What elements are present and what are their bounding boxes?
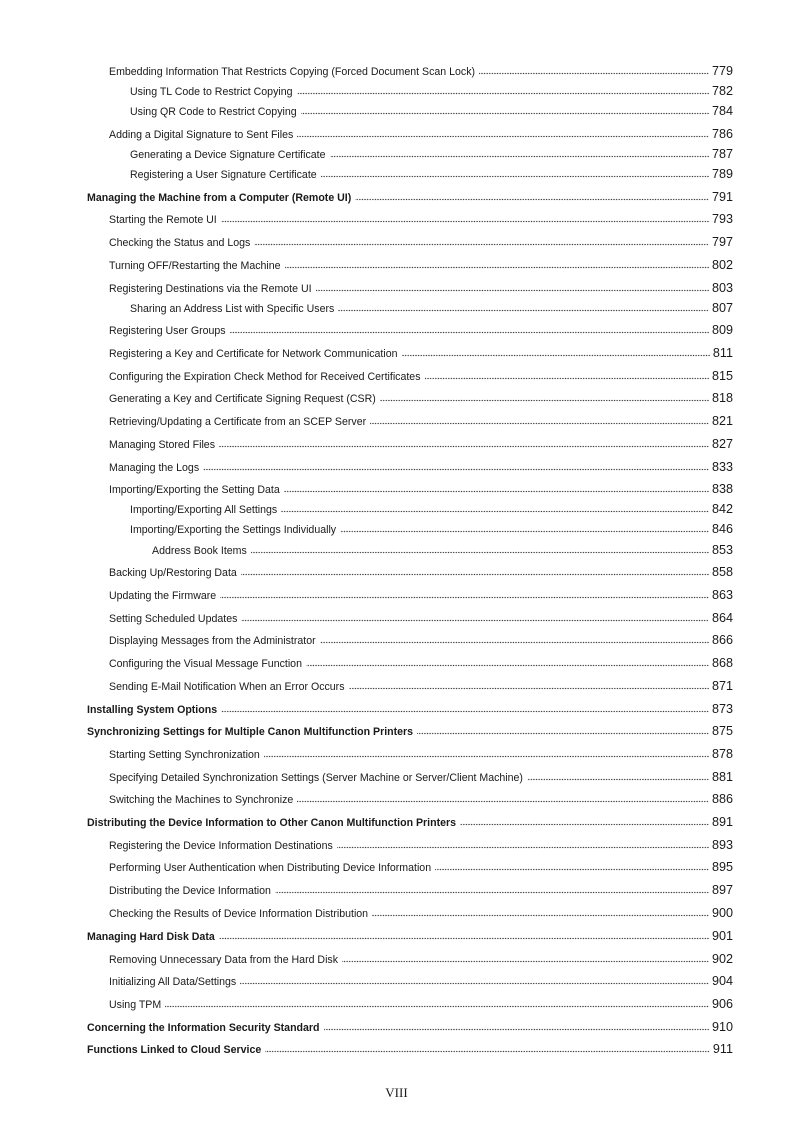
toc-entry-page-number: 897 xyxy=(711,883,733,897)
toc-entry[interactable] xyxy=(109,346,733,360)
dot-leader xyxy=(240,982,709,985)
toc-entry-page-number: 787 xyxy=(711,147,733,161)
toc-entry-title: Sharing an Address List with Specific Users xyxy=(130,303,335,315)
toc-entry-title: Managing Stored Files xyxy=(109,439,215,451)
toc-entry[interactable] xyxy=(109,460,733,474)
toc-entry-title: Performing User Authentication when Distributing Device Information xyxy=(109,862,432,874)
toc-entry-title: Specifying Detailed Synchronization Settings (Server Machine or Server/Client Machine) xyxy=(109,772,523,784)
toc-entry-title: Retrieving/Updating a Certificate from an SCEP Server xyxy=(109,416,367,428)
toc-entry-page-number: 891 xyxy=(711,815,733,829)
dot-leader xyxy=(219,445,709,448)
dot-leader xyxy=(265,1050,710,1053)
toc-entry-title: Adding a Digital Signature to Sent Files xyxy=(109,129,294,141)
toc-entry-title: Starting the Remote UI xyxy=(109,214,217,226)
toc-entry-title: Setting Scheduled Updates xyxy=(109,613,238,625)
toc-entry-page-number: 784 xyxy=(711,104,733,118)
dot-leader xyxy=(479,72,709,75)
toc-entry[interactable] xyxy=(152,543,733,557)
toc-entry[interactable] xyxy=(130,167,733,181)
toc-entry-title: Removing Unnecessary Data from the Hard Disk xyxy=(109,954,339,966)
dot-leader xyxy=(219,937,709,940)
toc-entry[interactable] xyxy=(130,502,733,516)
toc-entry[interactable] xyxy=(130,147,733,161)
toc-entry-title: Address Book Items xyxy=(152,545,247,557)
toc-entry-page-number: 873 xyxy=(711,702,733,716)
toc-entry-page-number: 821 xyxy=(711,414,733,428)
dot-leader xyxy=(380,399,709,402)
toc-entry-page-number: 895 xyxy=(711,860,733,874)
toc-entry-title: Distributing the Device Information xyxy=(109,885,271,897)
toc-entry-title: Registering Destinations via the Remote UI xyxy=(109,283,312,295)
dot-leader xyxy=(285,266,709,269)
toc-entry-title: Installing System Options xyxy=(87,704,218,716)
toc-section-entry[interactable] xyxy=(87,1042,733,1056)
dot-leader xyxy=(340,530,709,533)
toc-entry-page-number: 797 xyxy=(711,235,733,249)
dot-leader xyxy=(320,641,709,644)
toc-entry-title: Distributing the Device Information to Other Canon Multifunction Printers xyxy=(87,817,457,829)
dot-leader xyxy=(321,175,709,178)
dot-leader xyxy=(251,551,709,554)
toc-entry-title: Sending E-Mail Notification When an Error Occurs xyxy=(109,681,345,693)
toc-entry-title: Generating a Key and Certificate Signing Request (CSR) xyxy=(109,393,376,405)
toc-entry-title: Checking the Status and Logs xyxy=(109,237,251,249)
toc-entry-title: Importing/Exporting the Settings Individually xyxy=(130,524,337,536)
toc-entry-title: Managing the Machine from a Computer (Remote UI) xyxy=(87,192,352,204)
toc-entry-title: Generating a Device Signature Certificate xyxy=(130,149,326,161)
toc-entry[interactable] xyxy=(109,281,733,295)
dot-leader xyxy=(370,422,709,425)
dot-leader xyxy=(342,960,709,963)
dot-leader xyxy=(460,823,709,826)
toc-section-entry[interactable] xyxy=(87,815,733,829)
toc-entry[interactable] xyxy=(130,104,733,118)
toc-entry[interactable] xyxy=(109,414,733,428)
dot-leader xyxy=(297,92,709,95)
toc-entry-page-number: 793 xyxy=(711,212,733,226)
toc-entry[interactable] xyxy=(109,323,733,337)
toc-entry-page-number: 871 xyxy=(711,679,733,693)
toc-entry-page-number: 791 xyxy=(711,190,733,204)
toc-entry-page-number: 803 xyxy=(711,281,733,295)
toc-entry[interactable] xyxy=(109,883,733,897)
dot-leader xyxy=(316,289,709,292)
toc-entry-page-number: 910 xyxy=(711,1020,733,1034)
toc-entry-page-number: 858 xyxy=(711,565,733,579)
toc-entry-title: Managing the Logs xyxy=(109,462,200,474)
toc-entry[interactable] xyxy=(109,437,733,451)
toc-entry-title: Initializing All Data/Settings xyxy=(109,976,237,988)
toc-entry-page-number: 833 xyxy=(711,460,733,474)
toc-entry-page-number: 864 xyxy=(711,611,733,625)
toc-entry-title: Embedding Information That Restricts Copying (Forced Document Scan Lock) xyxy=(109,66,476,78)
toc-entry-title: Backing Up/Restoring Data xyxy=(109,567,237,579)
toc-entry-page-number: 911 xyxy=(712,1042,733,1056)
toc-entry-page-number: 853 xyxy=(711,543,733,557)
toc-section-entry[interactable] xyxy=(87,190,733,204)
dot-leader xyxy=(220,596,709,599)
toc-entry-page-number: 893 xyxy=(711,838,733,852)
toc-entry[interactable] xyxy=(109,633,733,647)
dot-leader xyxy=(435,868,709,871)
toc-entry-title: Registering User Groups xyxy=(109,325,226,337)
toc-entry-title: Using TPM xyxy=(109,999,162,1011)
toc-entry[interactable] xyxy=(130,301,733,315)
toc-section-entry[interactable] xyxy=(87,724,733,738)
toc-entry-page-number: 818 xyxy=(711,391,733,405)
page-number: VIII xyxy=(385,1085,408,1100)
toc-entry-page-number: 901 xyxy=(711,929,733,943)
dot-leader xyxy=(338,309,709,312)
dot-leader xyxy=(301,112,709,115)
toc-entry-page-number: 838 xyxy=(711,482,733,496)
dot-leader xyxy=(241,573,709,576)
dot-leader xyxy=(297,800,709,803)
toc-section-entry[interactable] xyxy=(87,1020,733,1034)
toc-entry-title: Switching the Machines to Synchronize xyxy=(109,794,294,806)
toc-entry-page-number: 904 xyxy=(711,974,733,988)
toc-entry-title: Configuring the Visual Message Function xyxy=(109,658,302,670)
toc-entry[interactable] xyxy=(109,127,733,141)
dot-leader xyxy=(330,155,709,158)
toc-entry-page-number: 786 xyxy=(711,127,733,141)
toc-entry-page-number: 902 xyxy=(711,952,733,966)
toc-entry[interactable] xyxy=(109,747,733,761)
toc-entry-page-number: 875 xyxy=(711,724,733,738)
toc-entry-title: Turning OFF/Restarting the Machine xyxy=(109,260,281,272)
toc-entry-title: Displaying Messages from the Administrator xyxy=(109,635,316,647)
toc-entry-page-number: 881 xyxy=(711,770,733,784)
dot-leader xyxy=(275,891,709,894)
dot-leader xyxy=(264,755,709,758)
toc-entry-page-number: 846 xyxy=(711,522,733,536)
toc-entry[interactable] xyxy=(109,258,733,272)
toc-entry-title: Importing/Exporting the Setting Data xyxy=(109,484,280,496)
dot-leader xyxy=(203,468,709,471)
dot-leader xyxy=(349,687,709,690)
toc-entry-page-number: 779 xyxy=(711,64,733,78)
toc-entry[interactable] xyxy=(109,212,733,226)
dot-leader xyxy=(281,510,709,513)
toc-entry-title: Checking the Results of Device Information Distribution xyxy=(109,908,369,920)
toc-entry-title: Registering the Device Information Destinations xyxy=(109,840,333,852)
dot-leader xyxy=(306,664,709,667)
toc-entry-title: Functions Linked to Cloud Service xyxy=(87,1044,262,1056)
dot-leader xyxy=(417,732,709,735)
toc-entry[interactable] xyxy=(109,906,733,920)
dot-leader xyxy=(425,377,709,380)
toc-entry-page-number: 863 xyxy=(711,588,733,602)
dot-leader xyxy=(337,846,709,849)
toc-entry[interactable] xyxy=(109,482,733,496)
toc-entry-title: Managing Hard Disk Data xyxy=(87,931,215,943)
toc-entry-page-number: 842 xyxy=(711,502,733,516)
toc-entry-page-number: 906 xyxy=(711,997,733,1011)
toc-entry[interactable] xyxy=(109,952,733,966)
toc-section-entry[interactable] xyxy=(87,702,733,716)
toc-entry-title: Importing/Exporting All Settings xyxy=(130,504,278,516)
toc-entry[interactable] xyxy=(130,522,733,536)
toc-entry[interactable] xyxy=(109,588,733,602)
toc-entry-page-number: 827 xyxy=(711,437,733,451)
toc-entry[interactable] xyxy=(109,565,733,579)
toc-entry[interactable] xyxy=(109,679,733,693)
dot-leader xyxy=(402,354,710,357)
dot-leader xyxy=(355,198,709,201)
toc-entry-page-number: 868 xyxy=(711,656,733,670)
toc-entry-page-number: 815 xyxy=(711,369,733,383)
toc-entry[interactable] xyxy=(109,974,733,988)
toc-entry[interactable] xyxy=(109,770,733,784)
dot-leader xyxy=(284,490,709,493)
toc-entry[interactable] xyxy=(109,792,733,806)
dot-leader xyxy=(372,914,709,917)
toc-entry-title: Using QR Code to Restrict Copying xyxy=(130,106,297,118)
toc-entry-page-number: 782 xyxy=(711,84,733,98)
toc-entry-page-number: 866 xyxy=(711,633,733,647)
toc-section-entry[interactable] xyxy=(87,929,733,943)
toc-entry[interactable] xyxy=(109,64,733,78)
toc-entry[interactable] xyxy=(109,369,733,383)
dot-leader xyxy=(241,619,709,622)
toc-entry[interactable] xyxy=(109,860,733,874)
toc-entry-page-number: 811 xyxy=(712,346,733,360)
toc-entry[interactable] xyxy=(109,997,733,1011)
toc-entry-page-number: 807 xyxy=(711,301,733,315)
toc-entry-title: Registering a User Signature Certificate xyxy=(130,169,317,181)
dot-leader xyxy=(254,243,709,246)
toc-entry-page-number: 802 xyxy=(711,258,733,272)
toc-entry-title: Starting Setting Synchronization xyxy=(109,749,260,761)
dot-leader xyxy=(165,1005,709,1008)
toc-entry-page-number: 789 xyxy=(711,167,733,181)
toc-entry-title: Updating the Firmware xyxy=(109,590,217,602)
dot-leader xyxy=(230,331,709,334)
dot-leader xyxy=(221,710,709,713)
toc-entry-title: Configuring the Expiration Check Method for Received Certificates xyxy=(109,371,421,383)
toc-entry-title: Synchronizing Settings for Multiple Canon Multifunction Printers xyxy=(87,726,414,738)
toc-entry[interactable] xyxy=(109,611,733,625)
toc-entry-page-number: 809 xyxy=(711,323,733,337)
toc-entry[interactable] xyxy=(109,838,733,852)
dot-leader xyxy=(324,1028,709,1031)
toc-entry[interactable] xyxy=(109,235,733,249)
toc-entry-title: Using TL Code to Restrict Copying xyxy=(130,86,293,98)
toc-entry-page-number: 886 xyxy=(711,792,733,806)
dot-leader xyxy=(527,778,709,781)
toc-entry[interactable] xyxy=(109,391,733,405)
dot-leader xyxy=(297,135,709,138)
toc-entry-page-number: 878 xyxy=(711,747,733,761)
toc-entry[interactable] xyxy=(130,84,733,98)
toc-entry-title: Registering a Key and Certificate for Network Communication xyxy=(109,348,398,360)
toc-entry-page-number: 900 xyxy=(711,906,733,920)
toc-entry[interactable] xyxy=(109,656,733,670)
dot-leader xyxy=(221,220,709,223)
toc-entry-title: Concerning the Information Security Standard xyxy=(87,1022,320,1034)
